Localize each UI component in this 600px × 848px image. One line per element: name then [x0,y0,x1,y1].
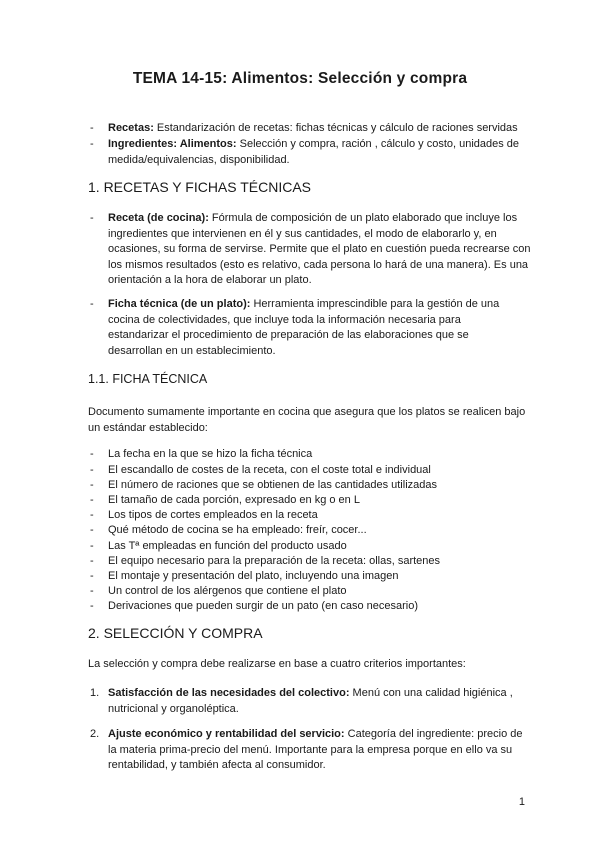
list-number: 2. [90,728,100,740]
definition-item-ficha-tecnica [90,297,530,361]
definition-item-receta [90,211,530,291]
list-item: - El escandallo de costes de la receta, con el coste total e individual [90,464,431,476]
list-item: - Las Tª empleadas en función del producto usado [90,540,347,552]
bullet-dash: - [90,298,94,310]
page-title: TEMA 14-15: Alimentos: Selección y compra [132,70,468,87]
definition-text: Herramienta imprescindible para la gestión de una cocina de colectividades, que incluye toda la información necesaria para estandarizar el procedimiento de preparación de las elaboraciones que se desarrollan en un establecimiento. [108,298,500,357]
intro-item-recetas [90,121,530,137]
intro-item-text: Estandarización de recetas: fichas técnicas y cálculo de raciones servidas [153,122,518,134]
list-item: - El tamaño de cada porción, expresado en kg o en L [90,494,360,506]
ficha-tecnica-paragraph: Documento sumamente importante en cocina que asegura que los platos se realicen bajo un estándar establecido: [88,406,526,434]
seleccion-paragraph: La selección y compra debe realizarse en base a cuatro criterios importantes: [88,658,466,670]
intro-item-label: Ingredientes: Alimentos: [108,138,237,150]
criterion-item-satisfaccion [90,686,530,718]
list-item: - El número de raciones que se obtienen de las cantidades utilizadas [90,479,437,491]
intro-item-label: Recetas: [108,122,154,134]
subsection-heading-ficha-tecnica: 1.1. FICHA TÉCNICA [88,372,208,386]
list-item: - El equipo necesario para la preparación de la receta: ollas, sartenes [90,555,441,567]
criterion-text: Menú con una calidad higiénica , nutricional y organoléptica. [108,687,513,715]
bullet-dash: - [90,122,94,134]
list-item: - Un control de los alérgenos que contiene el plato [90,585,347,597]
list-item: - Los tipos de cortes empleados en la receta [90,509,318,521]
criterion-label: Satisfacción de las necesidades del colectivo: [108,687,350,699]
definition-text: Fórmula de composición de un plato elaborado que incluye los ingredientes que intervienen en él y sus cantidades, el modo de elaborarlo y, en ocasiones, su forma de servirse. Permite que el plato en cuestión pueda recrearse con los mismos resultados (esto es relativo, cada persona lo hará de una manera). Es una orientación a la hora de elaborar un plato. [108,212,531,286]
intro-item-text: Selección y compra, ración , cálculo y costo, unidades de medida/equivalencias, disponibilidad. [108,138,520,166]
definition-label: Receta (de cocina): [108,212,209,224]
section-heading-recetas: 1. RECETAS Y FICHAS TÉCNICAS [88,179,312,195]
page-number: 1 [518,796,525,808]
criterion-label: Ajuste económico y rentabilidad del servicio: [108,728,345,740]
bullet-dash: - [90,138,94,150]
list-item: - El montaje y presentación del plato, incluyendo una imagen [90,570,399,582]
definition-label: Ficha técnica (de un plato): [108,298,251,310]
section-heading-seleccion: 2. SELECCIÓN Y COMPRA [88,625,263,641]
bullet-dash: - [90,212,94,224]
list-item: - La fecha en la que se hizo la ficha técnica [90,448,313,460]
list-number: 1. [90,687,100,699]
criterion-text: Categoría del ingrediente: precio de la materia prima-precio del menú. Importante para la empresa porque en ello va su rentabilidad, y también afecta al consumidor. [108,728,523,771]
list-item: - Derivaciones que pueden surgir de un pato (en caso necesario) [90,600,419,612]
intro-item-ingredientes [90,137,530,169]
list-item: - Qué método de cocina se ha empleado: freír, cocer... [90,524,367,536]
criterion-item-ajuste [90,727,530,775]
